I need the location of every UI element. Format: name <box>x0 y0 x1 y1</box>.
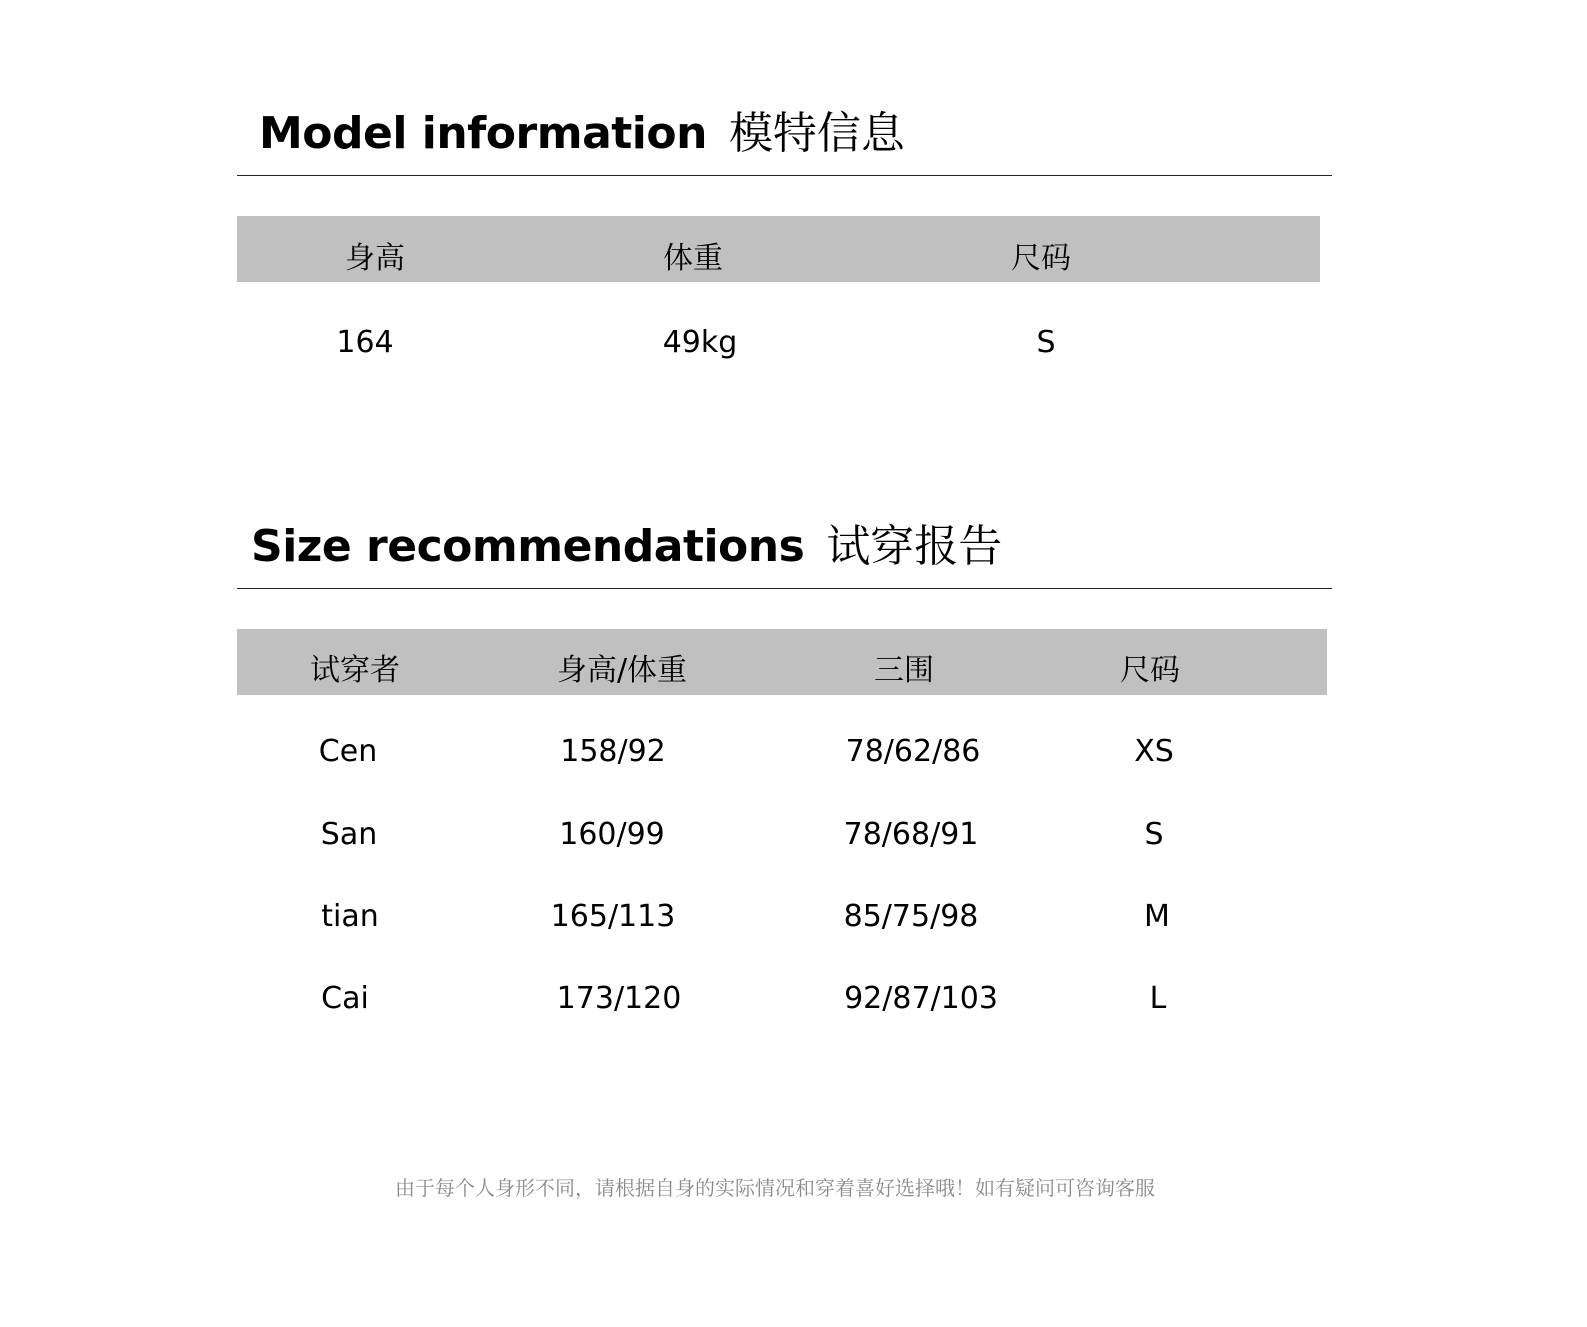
model-value-size: S <box>1036 325 1056 360</box>
table-row-height-weight: 158/92 <box>560 734 666 769</box>
table-row-measurements: 78/62/86 <box>845 734 981 769</box>
table-row-size: M <box>1144 899 1170 934</box>
table-row-measurements: 85/75/98 <box>843 899 979 934</box>
model-value-weight: 49kg <box>662 325 738 360</box>
model-header-height: 身高 <box>345 241 405 276</box>
size-header-size: 尺码 <box>1120 653 1180 688</box>
table-row-measurements: 78/68/91 <box>843 817 979 852</box>
size-rec-title-en: Size recommendations <box>251 521 805 572</box>
table-row-height-weight: 173/120 <box>556 981 682 1016</box>
size-rec-heading <box>237 508 1332 589</box>
table-row-name: Cen <box>318 734 378 769</box>
table-row-measurements: 92/87/103 <box>844 981 998 1016</box>
table-row-height-weight: 160/99 <box>559 817 665 852</box>
table-row-height-weight: 165/113 <box>550 899 676 934</box>
size-header-tester: 试穿者 <box>310 653 400 688</box>
table-row-size: XS <box>1134 734 1174 769</box>
model-value-height: 164 <box>336 325 394 360</box>
table-row-size: L <box>1149 981 1167 1016</box>
table-row-name: San <box>320 817 378 852</box>
model-header-weight: 体重 <box>663 241 723 276</box>
size-header-measurements: 三围 <box>874 653 934 688</box>
model-info-title-en: Model information <box>259 108 707 159</box>
model-info-heading <box>237 95 1332 176</box>
table-row-name: tian <box>321 899 379 934</box>
size-rec-title-zh: 试穿报告 <box>826 521 1003 572</box>
footer-note: 由于每个人身形不同，请根据自身的实际情况和穿着喜好选择哦！如有疑问可咨询客服 <box>395 1176 1155 1200</box>
table-row-size: S <box>1144 817 1164 852</box>
model-header-size: 尺码 <box>1011 241 1071 276</box>
table-row-name: Cai <box>321 981 369 1016</box>
model-info-title-zh: 模特信息 <box>728 108 905 159</box>
size-header-height-weight: 身高/体重 <box>556 653 688 688</box>
